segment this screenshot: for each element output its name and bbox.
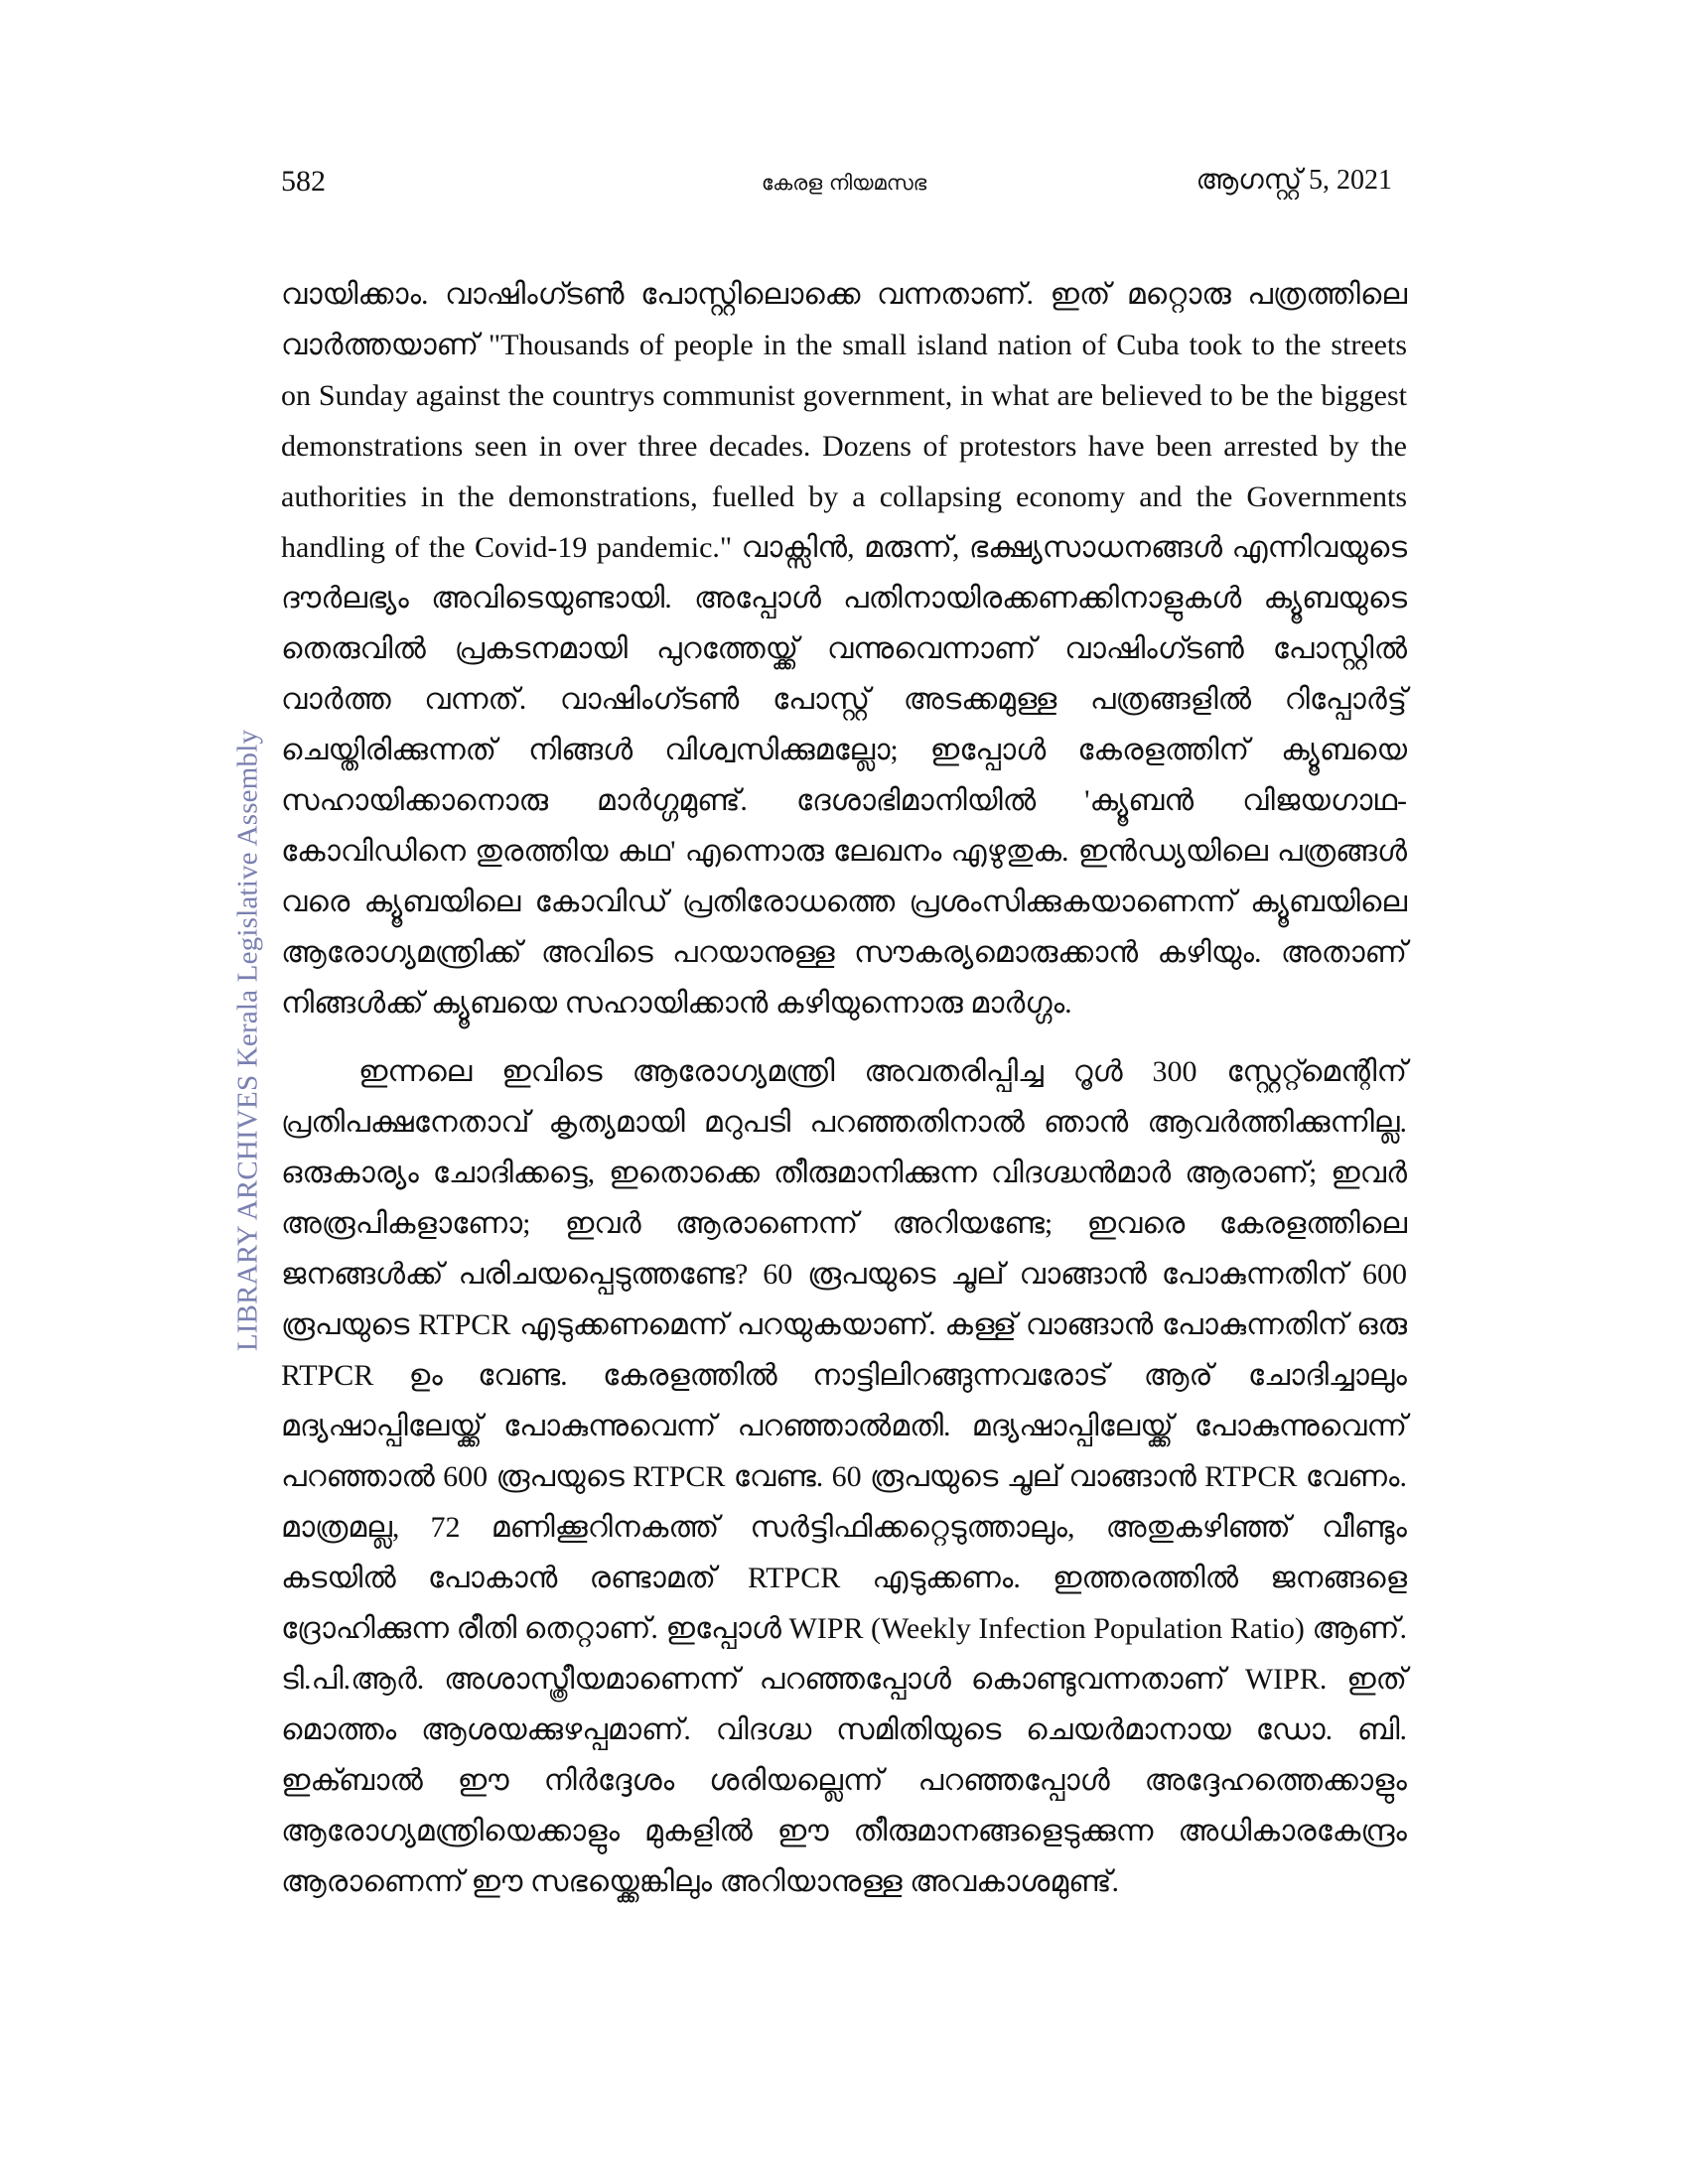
body-text [281, 269, 1407, 1907]
archive-watermark: LIBRARY ARCHIVES Kerala Legislative Assembly [231, 729, 264, 1352]
paragraph: ഇന്നലെ ഇവിടെ ആരോഗ്യമന്ത്രി അവതരിപ്പിച്ച റൂൾ 300 സ്റ്റേറ്റ്മെന്റിന് പ്രതിപക്ഷനേതാവ് കൃത്യമായി മറുപടി പറഞ്ഞതിനാൽ ഞാൻ ആവർത്തിക്കുന്നില്ല. ഒരുകാര്യം ചോദിക്കട്ടെ, ഇതൊക്കെ തീരുമാനിക്കുന്ന വിദഗ്ദ്ധൻമാർ ആരാണ്; ഇവർ അരൂപികളാണോ; ഇവർ ആരാണെന്ന് അറിയണ്ടേ; ഇവരെ കേരളത്തിലെ ജനങ്ങൾക്ക് പരിചയപ്പെടുത്തണ്ടേ? 60 രൂപയുടെ ചൂല് വാങ്ങാൻ പോകുന്നതിന് 600 രൂപയുടെ RTPCR എടുക്കണമെന്ന് പറയുകയാണ്. കള്ള് വാങ്ങാൻ പോകുന്നതിന് ഒരു RTPCR ഉം വേണ്ട. കേരളത്തിൽ നാട്ടിലിറങ്ങുന്നവരോട് ആര് ചോദിച്ചാലും മദ്യഷാപ്പിലേയ്ക്ക് പോകുന്നുവെന്ന് പറഞ്ഞാൽമതി. മദ്യഷാപ്പിലേയ്ക്ക് പോകുന്നുവെന്ന് പറഞ്ഞാൽ 600 രൂപയുടെ RTPCR വേണ്ട. 60 രൂപയുടെ ചൂല് വാങ്ങാൻ RTPCR വേണം. മാത്രമല്ല, 72 മണിക്കൂറിനകത്ത് സർട്ടിഫിക്കറ്റെടുത്താലും, അതുകഴിഞ്ഞ് വീണ്ടും കടയിൽ പോകാൻ രണ്ടാമത് RTPCR എടുക്കണം. ഇത്തരത്തിൽ ജനങ്ങളെ ദ്രോഹിക്കുന്ന രീതി തെറ്റാണ്. ഇപ്പോൾ WIPR (Weekly Infection Population Ratio) ആണ്. ടി.പി.ആർ. അശാസ്ത്രീയമാണെന്ന് പറഞ്ഞപ്പോൾ കൊണ്ടുവന്നതാണ് WIPR. ഇത് മൊത്തം ആശയക്കുഴപ്പമാണ്. വിദഗ്ദ്ധ സമിതിയുടെ ചെയർമാനായ ഡോ. ബി. ഇക്ബാൽ ഈ നിർദ്ദേശം ശരിയല്ലെന്ന് പറഞ്ഞപ്പോൾ അദ്ദേഹത്തെക്കാളും ആരോഗ്യമന്ത്രിയെക്കാളും മുകളിൽ ഈ തീരുമാനങ്ങളെടുക്കുന്ന അധികാരകേന്ദ്രം ആരാണെന്ന് ഈ സഭയ്ക്കെങ്കിലും അറിയാനുള്ള അവകാശമുണ്ട്. [281, 1055, 1407, 1898]
paragraph: വായിക്കാം. വാഷിംഗ്ടൺ പോസ്റ്റിലൊക്കെ വന്നതാണ്. ഇത് മറ്റൊരു പത്രത്തിലെ വാർത്തയാണ് "Thousands of people in the small island nation of Cuba took to the streets on Sunday against the countrys communist government, in what are believed to be the biggest demonstrations seen in over three decades. Dozens of protestors have been arrested by the authorities in the demonstrations, fuelled by a collapsing economy and the Governments handling of the Covid-19 pandemic." വാക്സിൻ, മരുന്ന്, ഭക്ഷ്യസാധനങ്ങൾ എന്നിവയുടെ ദൗർലഭ്യം അവിടെയുണ്ടായി. അപ്പോൾ പതിനായിരക്കണക്കിനാളുകൾ ക്യൂബയുടെ തെരുവിൽ പ്രകടനമായി പുറത്തേയ്ക്ക് വന്നുവെന്നാണ് വാഷിംഗ്ടൺ പോസ്റ്റിൽ വാർത്ത വന്നത്. വാഷിംഗ്ടൺ പോസ്റ്റ് അടക്കമുള്ള പത്രങ്ങളിൽ റിപ്പോർട്ട് ചെയ്തിരിക്കുന്നത് നിങ്ങൾ വിശ്വസിക്കുമല്ലോ; ഇപ്പോൾ കേരളത്തിന് ക്യൂബയെ സഹായിക്കാനൊരു മാർഗ്ഗമുണ്ട്. ദേശാഭിമാനിയിൽ 'ക്യൂബൻ വിജയഗാഥ- കോവിഡിനെ തുരത്തിയ കഥ' എന്നൊരു ലേഖനം എഴുതുക. ഇൻഡ്യയിലെ പത്രങ്ങൾ വരെ ക്യൂബയിലെ കോവിഡ് പ്രതിരോധത്തെ പ്രശംസിക്കുകയാണെന്ന് ക്യൂബയിലെ ആരോഗ്യമന്ത്രിക്ക് അവിടെ പറയാനുള്ള സൗകര്യമൊരുക്കാൻ കഴിയും. അതാണ് നിങ്ങൾക്ക് ക്യൂബയെ സഹായിക്കാൻ കഴിയുന്നൊരു മാർഗ്ഗം. [281, 278, 1407, 1020]
header-date: ആഗസ്റ്റ് 5, 2021 [1196, 165, 1392, 196]
running-title: കേരള നിയമസഭ [761, 171, 927, 195]
page-number: 582 [281, 165, 326, 198]
